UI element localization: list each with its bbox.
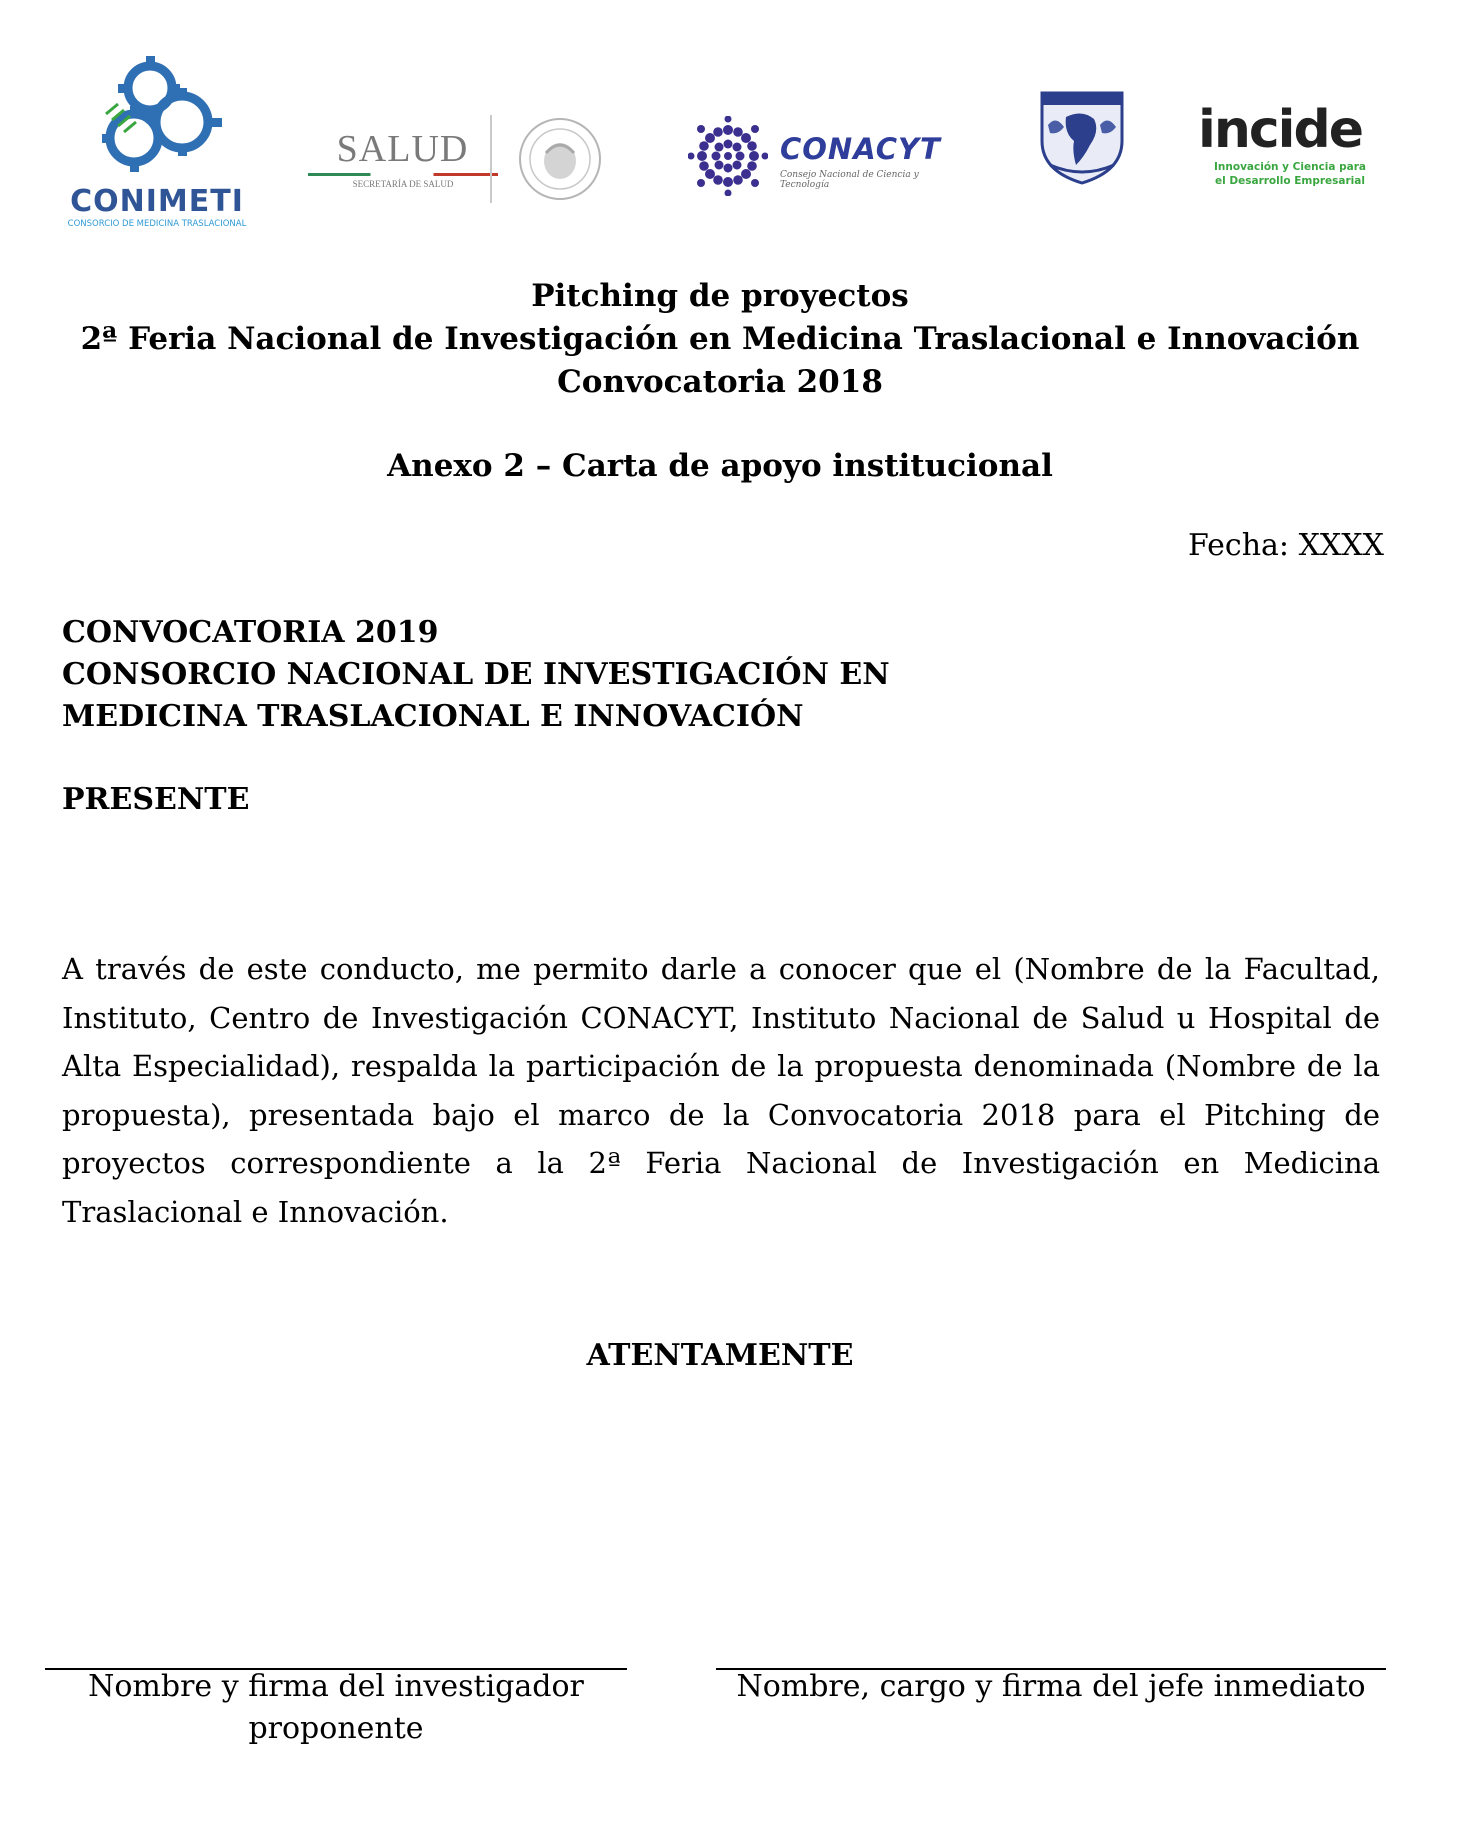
conacyt-name: CONACYT: [780, 132, 941, 166]
body-paragraph: A través de este conducto, me permito darle a conocer que el (Nombre de la Facultad, Instituto, Centro de Investigación CONACYT, Instituto Nacional de Salud u Hospital de Alta Especialidad), respalda la participación de la propuesta denominada (Nombre de la propuesta), presentada bajo el marco de la Convocatoria 2018 para el Pitching de proyectos correspondiente a la 2ª Feria Nacional de Investigación en Medicina Traslacional e Innovación.: [62, 952, 1380, 1229]
conimeti-logo: [62, 42, 252, 232]
gears-icon: [82, 50, 232, 180]
incide-subtitle-line2: el Desarrollo Empresarial: [1215, 175, 1365, 187]
salud-divider: [490, 115, 492, 203]
header-title: Pitching de proyectos: [531, 278, 909, 314]
incide-subtitle: [1210, 160, 1370, 188]
header-event: 2ª Feria Nacional de Investigación en Medicina Traslacional e Innovación: [80, 321, 1360, 357]
header-call: Convocatoria 2018: [557, 364, 883, 400]
incide-subtitle-line1: Innovación y Ciencia para: [1214, 161, 1366, 173]
conimeti-subtitle: CONSORCIO DE MEDICINA TRASLACIONAL: [67, 219, 247, 229]
signature-label-left-line2: proponente: [248, 1711, 424, 1746]
salud-logo: [300, 115, 630, 205]
unam-shield-icon: [1036, 85, 1128, 185]
signature-label-left: [45, 1666, 627, 1750]
signature-label-right: Nombre, cargo y firma del jefe inmediato: [736, 1669, 1366, 1704]
presente: PRESENTE: [62, 782, 250, 817]
closing: ATENTAMENTE: [586, 1338, 854, 1373]
conacyt-logo: [688, 112, 958, 202]
addressee-line1: CONVOCATORIA 2019: [62, 615, 439, 650]
conimeti-name: CONIMETI: [70, 184, 244, 219]
signature-label-left-line1: Nombre y firma del investigador: [88, 1669, 584, 1704]
unam-logo: [1036, 85, 1128, 185]
addressee-line2: CONSORCIO NACIONAL DE INVESTIGACIÓN EN: [62, 657, 890, 692]
date: Fecha: XXXX: [1187, 528, 1384, 563]
conacyt-subtitle: Consejo Nacional de Ciencia y Tecnología: [780, 170, 919, 190]
salud-name: SALUD: [336, 128, 469, 170]
conacyt-dots-icon: [688, 116, 768, 196]
national-seal-icon: [518, 117, 602, 201]
incide-logo: [1190, 100, 1370, 195]
addressee: [62, 612, 890, 738]
annex-title: Anexo 2 – Carta de apoyo institucional: [387, 448, 1053, 484]
incide-name: incide: [1198, 100, 1362, 160]
salud-subtitle: SECRETARÍA DE SALUD: [352, 179, 454, 189]
addressee-line3: MEDICINA TRASLACIONAL E INNOVACIÓN: [62, 699, 804, 734]
salud-flag-bar: [308, 173, 498, 176]
